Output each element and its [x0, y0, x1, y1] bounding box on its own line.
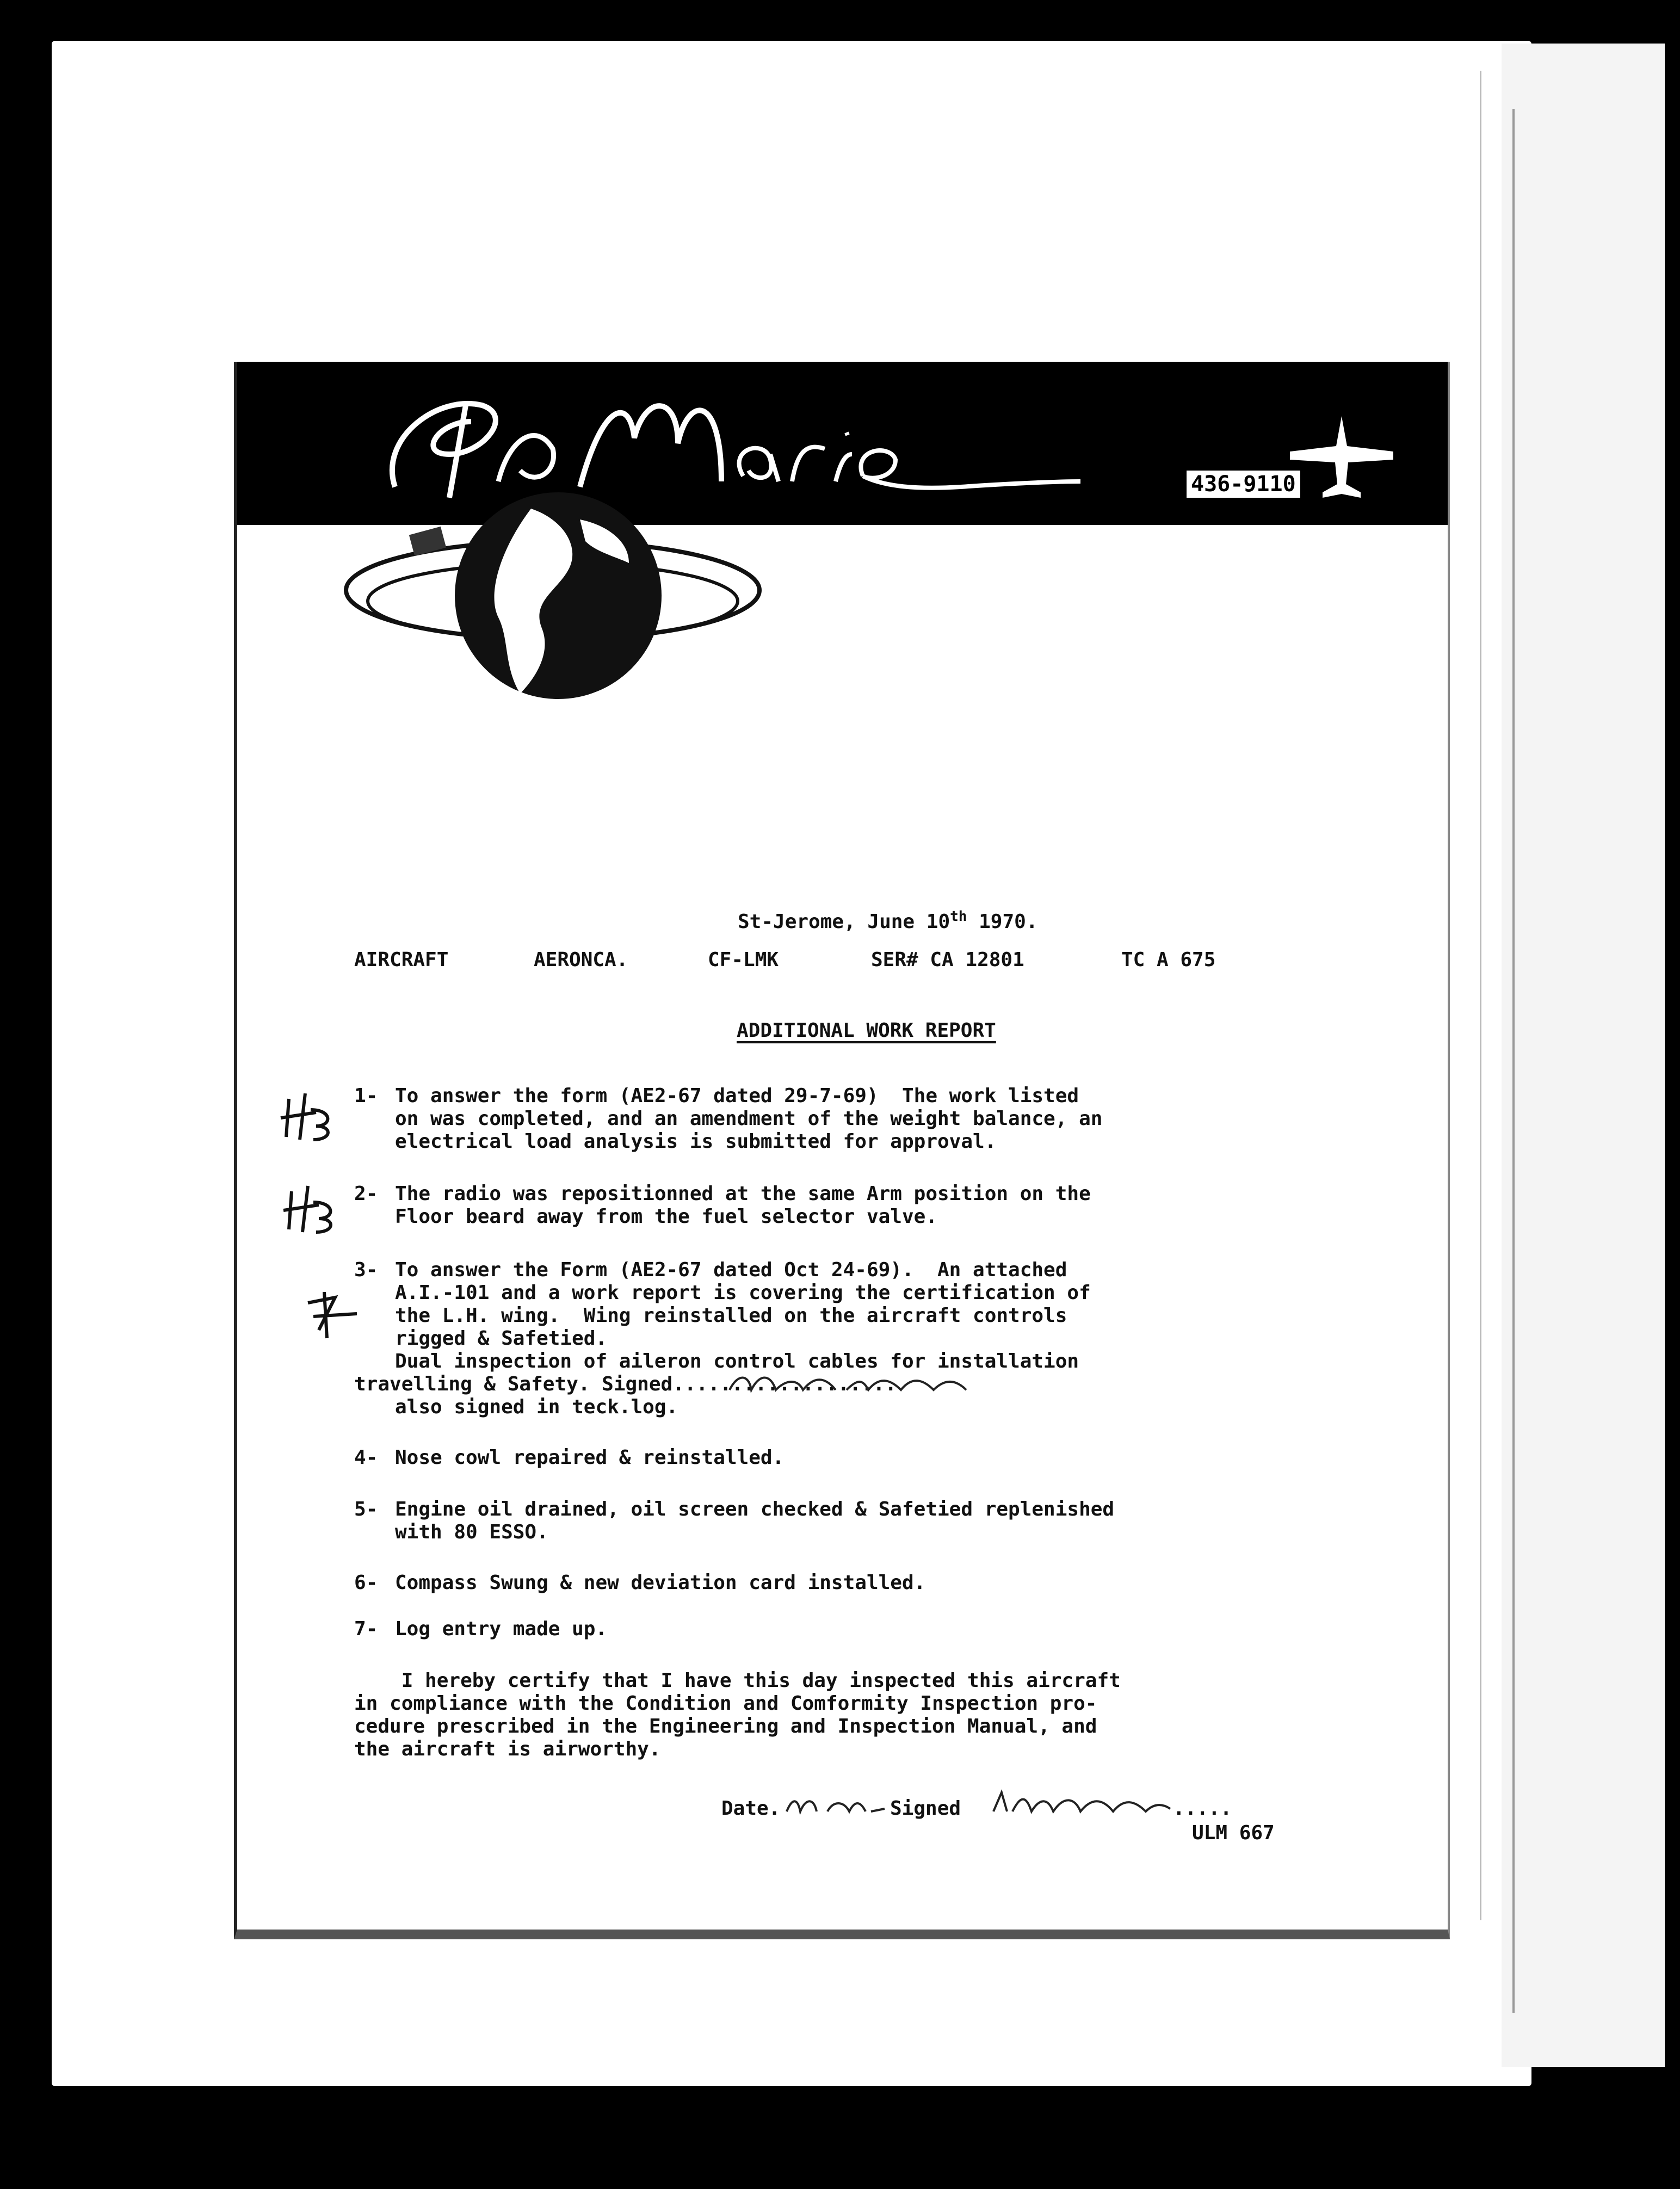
- certification-line: the aircraft is airworthy.: [354, 1738, 661, 1760]
- phone-number: 436-9110: [1187, 471, 1300, 498]
- item-line: Dual inspection of aileron control cables for installation: [395, 1350, 1079, 1372]
- item-number: 4-: [354, 1446, 378, 1469]
- license-number: ULM 667: [1192, 1822, 1275, 1844]
- date-year: 1970.: [967, 911, 1038, 933]
- signed-label: Signed: [890, 1797, 961, 1820]
- item-number: 3-: [354, 1259, 378, 1281]
- type-certificate: TC A 675: [1121, 949, 1216, 971]
- airplane-icon: [1287, 413, 1396, 500]
- item-line: travelling & Safety. Signed...................: [354, 1373, 897, 1395]
- item-number: 6-: [354, 1572, 378, 1594]
- item-line: the L.H. wing. Wing reinstalled on the aircraft controls: [395, 1304, 1067, 1327]
- item-line: To answer the Form (AE2-67 dated Oct 24-69). An attached: [395, 1259, 1067, 1281]
- item-number: 2-: [354, 1183, 378, 1205]
- item-line: To answer the form (AE2-67 dated 29-7-69) The work listed: [395, 1085, 1079, 1107]
- globe-emblem: [324, 487, 770, 759]
- registration-mark: CF-LMK: [708, 949, 779, 971]
- item-line: Floor beard away from the fuel selector valve.: [395, 1205, 937, 1228]
- item-line: The radio was repositionned at the same Arm position on the: [395, 1183, 1091, 1205]
- adjacent-page-strip: [1502, 44, 1665, 2067]
- item-line: rigged & Safetied.: [395, 1327, 608, 1350]
- item-line: electrical load analysis is submitted for approval.: [395, 1130, 997, 1153]
- certification-line: cedure prescribed in the Engineering and Inspection Manual, and: [354, 1715, 1097, 1737]
- certification-line: I hereby certify that I have this day inspected this aircraft: [354, 1669, 1121, 1692]
- signature-dots: .....: [1173, 1797, 1232, 1820]
- item-number: 1-: [354, 1085, 378, 1107]
- handwritten-signature: [727, 1368, 999, 1401]
- item-line: with 80 ESSO.: [395, 1521, 548, 1543]
- handwritten-initials: [281, 1180, 341, 1235]
- certification-line: in compliance with the Condition and Comformity Inspection pro-: [354, 1692, 1097, 1715]
- item-line: Engine oil drained, oil screen checked & Safetied replenished: [395, 1498, 1115, 1520]
- serial-number: SER# CA 12801: [871, 949, 1024, 971]
- item-number: 5-: [354, 1498, 378, 1520]
- place-date: St-Jerome, June 10: [738, 911, 950, 933]
- item-number: 7-: [354, 1618, 378, 1640]
- place-date-line: [738, 906, 1038, 933]
- mount-fold: [1480, 71, 1481, 1920]
- handwritten-initials: [278, 1088, 338, 1142]
- item-line: also signed in teck.log.: [395, 1396, 678, 1418]
- date-suffix: th: [950, 908, 967, 925]
- aircraft-make: AERONCA.: [534, 949, 628, 971]
- item-line: A.I.-101 and a work report is covering the certification of: [395, 1282, 1091, 1304]
- aircraft-label: AIRCRAFT: [354, 949, 449, 971]
- handwritten-initials: [302, 1287, 362, 1341]
- item-line: Compass Swung & new deviation card installed.: [395, 1572, 926, 1594]
- item-line: on was completed, and an amendment of the weight balance, an: [395, 1108, 1103, 1130]
- handwritten-signature: [988, 1787, 1173, 1820]
- item-line: Nose cowl repaired & reinstalled.: [395, 1446, 785, 1469]
- date-label: Date.: [721, 1797, 781, 1820]
- handwritten-date: [784, 1792, 887, 1820]
- adjacent-page-edge: [1512, 109, 1515, 2013]
- document-page: [234, 362, 1450, 1939]
- report-title: ADDITIONAL WORK REPORT: [737, 1019, 996, 1042]
- item-line: Log entry made up.: [395, 1618, 608, 1640]
